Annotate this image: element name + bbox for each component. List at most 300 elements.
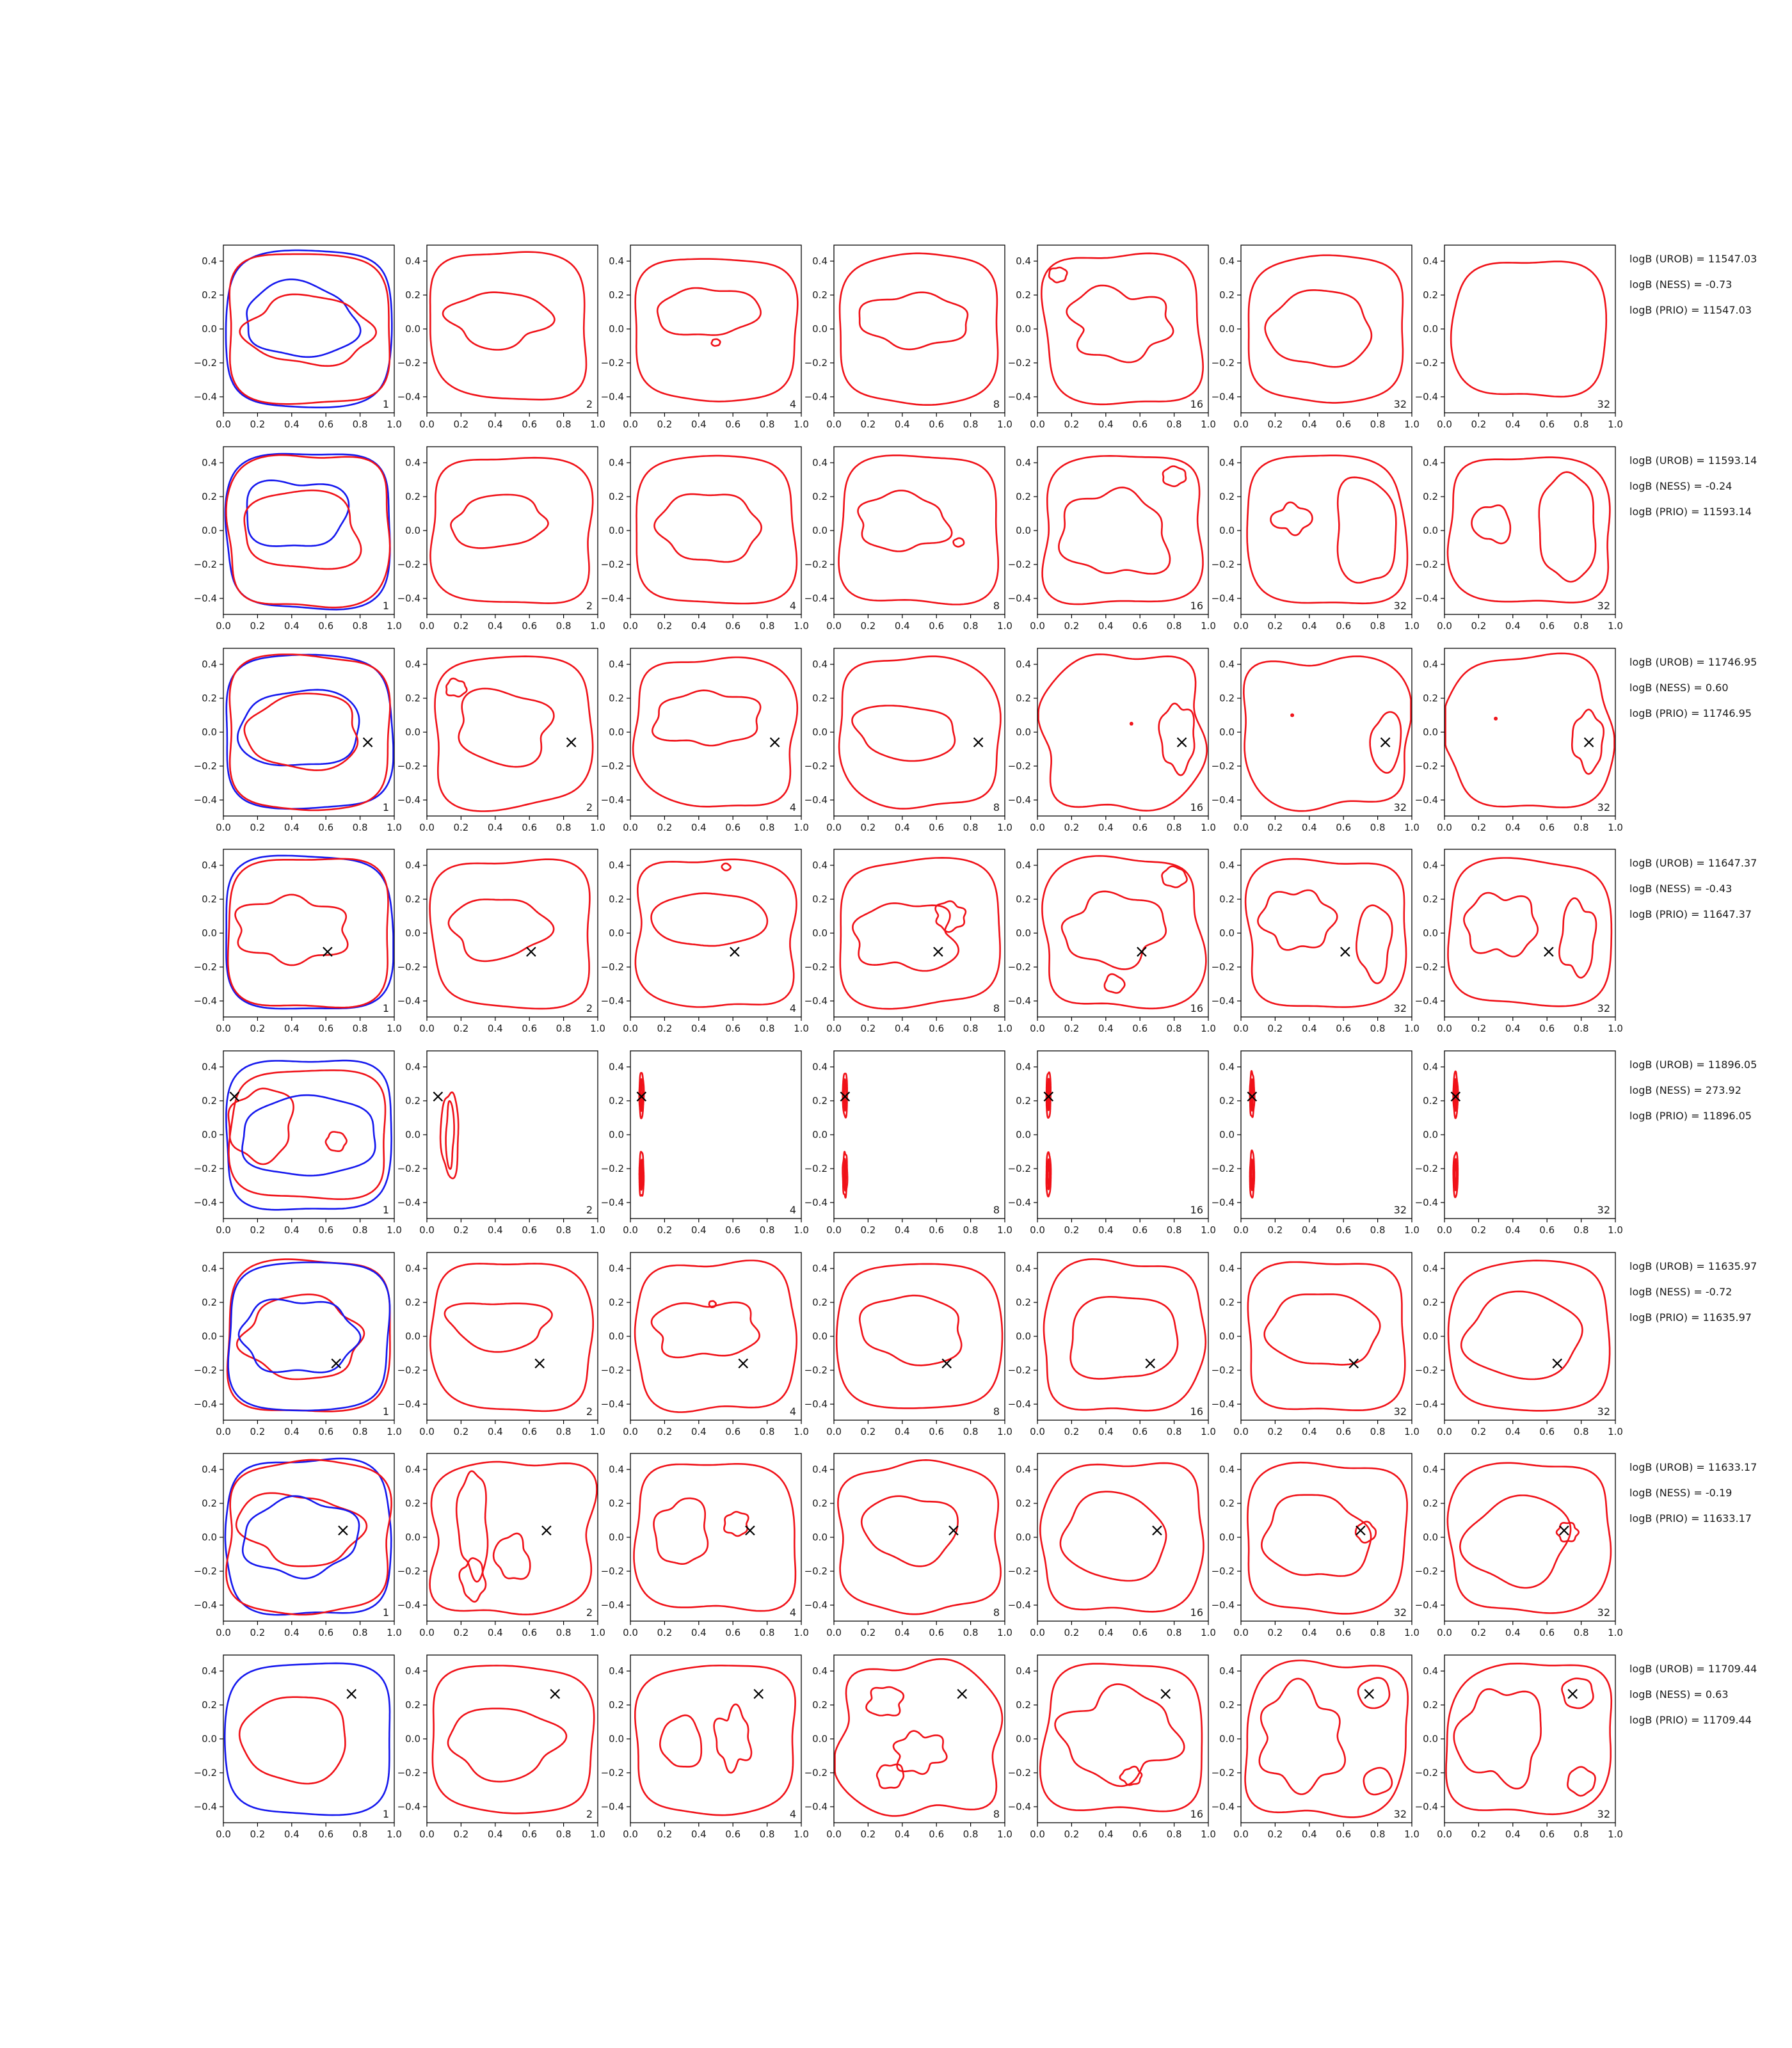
y-tick-label: −0.2 xyxy=(600,1767,624,1779)
y-tick-label: 0.2 xyxy=(202,289,217,301)
y-tick-label: 0.0 xyxy=(1016,323,1031,335)
x-tick-label: 0.0 xyxy=(1437,822,1452,833)
x-tick-label: 0.0 xyxy=(826,822,842,833)
y-tick-label: −0.2 xyxy=(600,357,624,369)
x-tick-label: 0.4 xyxy=(894,1627,910,1638)
x-tick-label: 0.8 xyxy=(352,1828,368,1840)
subplot-r3c5 xyxy=(1007,648,1247,842)
y-tick-label: 0.2 xyxy=(1016,692,1031,704)
y-tick-label: 0.4 xyxy=(202,1464,217,1475)
y-tick-label: 0.0 xyxy=(1219,1129,1235,1140)
x-tick-label: 0.4 xyxy=(487,419,503,430)
contour-red xyxy=(860,292,968,349)
y-tick-label: 0.4 xyxy=(1219,860,1235,871)
x-tick-label: 0.2 xyxy=(1267,1023,1283,1034)
x-tick-label: 1.0 xyxy=(794,620,809,632)
x-tick-label: 1.0 xyxy=(387,1426,402,1437)
x-tick-label: 0.0 xyxy=(1437,620,1452,632)
axes-frame xyxy=(834,245,1005,413)
x-tick-label: 1.0 xyxy=(997,419,1012,430)
axes-frame xyxy=(427,1655,598,1823)
x-tick-label: 0.4 xyxy=(691,1426,707,1437)
x-tick-label: 0.6 xyxy=(522,419,538,430)
y-tick-label: −0.2 xyxy=(193,1163,217,1174)
y-tick-label: −0.2 xyxy=(1211,559,1235,570)
y-tick-label: 0.2 xyxy=(1016,893,1031,905)
contour-red xyxy=(227,1260,390,1412)
subplot-r2c5 xyxy=(1007,447,1247,640)
x-tick-label: 0.8 xyxy=(759,1627,775,1638)
subplot-r1c3 xyxy=(600,245,840,438)
panel-corner-label: 2 xyxy=(586,1204,593,1216)
x-tick-label: 1.0 xyxy=(997,1426,1012,1437)
y-tick-label: 0.0 xyxy=(609,525,624,536)
contour-red xyxy=(228,859,388,1007)
panel-corner-label: 2 xyxy=(586,1002,593,1014)
x-marker xyxy=(364,738,372,747)
y-tick-label: −0.2 xyxy=(804,1565,828,1577)
panel-corner-label: 2 xyxy=(586,600,593,612)
x-tick-label: 0.8 xyxy=(556,1426,572,1437)
x-tick-label: 0.4 xyxy=(1301,1426,1317,1437)
x-tick-label: 0.4 xyxy=(894,419,910,430)
x-tick-label: 0.2 xyxy=(250,822,266,833)
y-tick-label: −0.2 xyxy=(1414,1565,1438,1577)
panel-corner-label: 32 xyxy=(1597,801,1610,813)
panel-corner-label: 2 xyxy=(586,1808,593,1820)
y-tick-label: 0.4 xyxy=(609,860,624,871)
panel-corner-label: 4 xyxy=(789,1204,796,1216)
axes-frame xyxy=(834,1655,1005,1823)
subplot-r2c1 xyxy=(193,447,433,640)
axes-frame xyxy=(834,1453,1005,1621)
x-tick-label: 0.6 xyxy=(1539,1224,1555,1236)
x-tick-label: 0.2 xyxy=(657,620,673,632)
y-tick-label: 0.0 xyxy=(1219,525,1235,536)
contour-blue xyxy=(247,481,349,547)
contour-red xyxy=(641,1160,643,1190)
x-tick-label: 0.0 xyxy=(1233,822,1249,833)
y-tick-label: −0.2 xyxy=(804,760,828,772)
y-tick-label: 0.2 xyxy=(1423,1297,1438,1308)
x-tick-label: 0.8 xyxy=(352,1627,368,1638)
x-tick-label: 1.0 xyxy=(387,620,402,632)
x-tick-label: 0.2 xyxy=(657,1023,673,1034)
x-tick-label: 0.6 xyxy=(318,822,334,833)
x-tick-label: 0.2 xyxy=(860,1426,876,1437)
x-tick-label: 0.0 xyxy=(1437,1828,1452,1840)
x-tick-label: 0.8 xyxy=(352,419,368,430)
contour-red xyxy=(657,288,760,335)
x-tick-label: 1.0 xyxy=(590,1224,605,1236)
y-tick-label: 0.2 xyxy=(202,893,217,905)
subplot-r8c1 xyxy=(193,1655,433,1848)
x-tick-label: 1.0 xyxy=(794,822,809,833)
y-tick-label: −0.4 xyxy=(1211,1197,1235,1208)
axes-frame xyxy=(630,849,801,1017)
y-tick-label: 0.2 xyxy=(1219,491,1235,502)
y-tick-label: −0.2 xyxy=(397,961,420,973)
contour-red xyxy=(240,294,376,366)
x-tick-label: 0.2 xyxy=(1267,1426,1283,1437)
contour-red xyxy=(1251,1160,1253,1190)
x-tick-label: 1.0 xyxy=(794,1828,809,1840)
x-tick-label: 0.8 xyxy=(1370,1426,1386,1437)
y-tick-label: 0.0 xyxy=(812,1532,828,1543)
contour-red xyxy=(654,1498,708,1564)
contour-blue xyxy=(226,250,392,408)
contour-red xyxy=(1040,1463,1203,1612)
y-tick-label: 0.2 xyxy=(609,1498,624,1509)
contour-red xyxy=(844,1159,846,1191)
y-tick-label: −0.4 xyxy=(1007,391,1031,403)
x-tick-label: 0.6 xyxy=(1132,1627,1148,1638)
y-tick-label: −0.4 xyxy=(397,1398,420,1410)
x-tick-label: 0.4 xyxy=(691,1224,707,1236)
x-tick-label: 0.8 xyxy=(759,1426,775,1437)
y-tick-label: −0.4 xyxy=(1211,1599,1235,1611)
y-tick-label: 0.0 xyxy=(1016,927,1031,939)
x-tick-label: 0.8 xyxy=(759,1828,775,1840)
y-tick-label: 0.2 xyxy=(1016,1095,1031,1107)
contour-red xyxy=(244,694,358,771)
contour-red xyxy=(840,253,998,405)
axes-frame xyxy=(1444,849,1615,1017)
subplot-r4c4 xyxy=(804,849,1043,1043)
contour-red xyxy=(1338,477,1396,583)
y-tick-label: 0.4 xyxy=(609,255,624,267)
contour-red xyxy=(1247,456,1407,604)
x-tick-label: 1.0 xyxy=(1404,1627,1420,1638)
y-tick-label: 0.2 xyxy=(1423,1095,1438,1107)
y-tick-label: −0.4 xyxy=(1414,391,1438,403)
y-tick-label: 0.0 xyxy=(405,726,420,738)
y-tick-label: −0.2 xyxy=(193,1364,217,1376)
y-tick-label: 0.4 xyxy=(1016,1061,1031,1073)
x-tick-label: 0.8 xyxy=(1166,1828,1182,1840)
subplot-r4c3 xyxy=(600,849,840,1043)
axes-frame xyxy=(223,648,394,816)
panel-corner-label: 2 xyxy=(586,1606,593,1619)
y-tick-label: 0.0 xyxy=(609,1733,624,1745)
y-tick-label: 0.0 xyxy=(1423,1331,1438,1342)
x-tick-label: 0.4 xyxy=(284,1627,300,1638)
annotation-logb-urob-row3: logB (UROB) = 11746.95 xyxy=(1629,656,1757,668)
y-tick-label: −0.4 xyxy=(193,593,217,604)
x-tick-label: 0.2 xyxy=(1267,1828,1283,1840)
x-tick-label: 0.0 xyxy=(826,1224,842,1236)
x-tick-label: 0.4 xyxy=(284,620,300,632)
y-tick-label: 0.2 xyxy=(202,692,217,704)
y-tick-label: 0.2 xyxy=(405,1498,420,1509)
x-tick-label: 1.0 xyxy=(997,620,1012,632)
y-tick-label: −0.4 xyxy=(193,794,217,806)
subplot-r7c3 xyxy=(600,1453,840,1647)
x-tick-label: 0.0 xyxy=(1233,1426,1249,1437)
x-tick-label: 0.8 xyxy=(1573,822,1589,833)
contour-red xyxy=(836,1264,1002,1408)
y-tick-label: −0.4 xyxy=(804,1398,828,1410)
x-tick-label: 1.0 xyxy=(387,822,402,833)
x-tick-label: 0.6 xyxy=(929,1627,945,1638)
x-tick-label: 0.8 xyxy=(963,1627,979,1638)
contour-red xyxy=(1451,262,1606,397)
x-tick-label: 0.8 xyxy=(556,1627,572,1638)
x-tick-label: 1.0 xyxy=(387,1828,402,1840)
y-tick-label: −0.4 xyxy=(1414,1599,1438,1611)
contour-red xyxy=(236,1493,367,1566)
x-tick-label: 1.0 xyxy=(387,419,402,430)
x-tick-label: 1.0 xyxy=(1404,822,1420,833)
x-marker xyxy=(957,1690,966,1699)
x-tick-label: 0.4 xyxy=(1505,620,1521,632)
y-tick-label: 0.0 xyxy=(812,1331,828,1342)
y-tick-label: −0.4 xyxy=(804,1599,828,1611)
y-tick-label: 0.4 xyxy=(202,860,217,871)
x-tick-label: 0.0 xyxy=(216,822,231,833)
y-tick-label: −0.4 xyxy=(600,1398,624,1410)
subplot-r3c1 xyxy=(193,648,433,842)
panel-corner-label: 4 xyxy=(789,398,796,410)
x-tick-label: 1.0 xyxy=(1608,1426,1623,1437)
subplot-r4c5 xyxy=(1007,849,1247,1043)
y-tick-label: −0.2 xyxy=(1007,357,1031,369)
x-tick-label: 0.6 xyxy=(929,1828,945,1840)
x-tick-label: 1.0 xyxy=(997,1627,1012,1638)
x-tick-label: 0.2 xyxy=(860,1023,876,1034)
y-tick-label: −0.2 xyxy=(600,1163,624,1174)
y-tick-label: −0.4 xyxy=(397,1599,420,1611)
x-marker xyxy=(1356,1526,1365,1535)
contour-red xyxy=(1567,1767,1595,1796)
y-tick-label: 0.0 xyxy=(609,1129,624,1140)
subplot-r1c1 xyxy=(193,245,433,438)
contour-red xyxy=(1039,654,1207,810)
axes-frame xyxy=(427,1252,598,1420)
x-tick-label: 0.8 xyxy=(1573,419,1589,430)
contour-blue xyxy=(228,1263,390,1411)
subplot-r2c6 xyxy=(1211,447,1450,640)
x-tick-label: 1.0 xyxy=(1608,1224,1623,1236)
x-tick-label: 0.4 xyxy=(894,1023,910,1034)
y-tick-label: −0.2 xyxy=(397,1565,420,1577)
x-tick-label: 0.4 xyxy=(487,620,503,632)
y-tick-label: 0.0 xyxy=(1423,323,1438,335)
x-tick-label: 0.2 xyxy=(250,1426,266,1437)
x-tick-label: 0.0 xyxy=(623,1828,638,1840)
y-tick-label: 0.0 xyxy=(202,1129,217,1140)
y-tick-label: 0.2 xyxy=(1423,289,1438,301)
y-tick-label: −0.4 xyxy=(1414,593,1438,604)
x-tick-label: 0.0 xyxy=(216,1627,231,1638)
contour-red xyxy=(1464,893,1537,957)
contour-red xyxy=(244,490,361,569)
x-tick-label: 0.2 xyxy=(250,1023,266,1034)
x-tick-label: 0.8 xyxy=(556,1828,572,1840)
x-marker xyxy=(1553,1359,1562,1368)
y-tick-label: 0.4 xyxy=(1219,659,1235,670)
x-tick-label: 1.0 xyxy=(590,822,605,833)
panel-corner-label: 4 xyxy=(789,1808,796,1820)
contour-red xyxy=(1460,1496,1571,1588)
x-tick-label: 0.2 xyxy=(1471,1224,1487,1236)
x-marker xyxy=(1161,1690,1170,1699)
y-tick-label: −0.2 xyxy=(1007,1364,1031,1376)
x-tick-label: 0.4 xyxy=(1098,822,1114,833)
x-tick-label: 0.2 xyxy=(453,620,469,632)
x-tick-label: 0.2 xyxy=(250,620,266,632)
x-marker xyxy=(433,1092,442,1101)
contour-red xyxy=(1244,657,1411,812)
x-tick-label: 0.0 xyxy=(1030,620,1045,632)
contour-blue xyxy=(225,1663,390,1815)
subplot-r3c3 xyxy=(600,648,840,842)
x-tick-label: 0.4 xyxy=(487,1224,503,1236)
x-tick-label: 0.2 xyxy=(1267,419,1283,430)
y-tick-label: 0.0 xyxy=(202,1532,217,1543)
axes-frame xyxy=(223,1252,394,1420)
x-tick-label: 0.2 xyxy=(657,1828,673,1840)
subplot-r8c7 xyxy=(1414,1655,1654,1848)
x-marker xyxy=(1381,738,1390,747)
y-tick-label: 0.4 xyxy=(1423,659,1438,670)
contour-red xyxy=(655,494,762,562)
y-tick-label: 0.4 xyxy=(202,1665,217,1677)
y-tick-label: 0.4 xyxy=(202,457,217,468)
x-tick-label: 0.8 xyxy=(1370,822,1386,833)
x-tick-label: 1.0 xyxy=(590,1023,605,1034)
annotation-logb-urob-row7: logB (UROB) = 11633.17 xyxy=(1629,1461,1757,1473)
y-tick-label: 0.4 xyxy=(609,1061,624,1073)
y-tick-label: −0.2 xyxy=(1211,1565,1235,1577)
x-tick-label: 0.2 xyxy=(453,1828,469,1840)
contour-red xyxy=(1448,858,1612,1007)
axes-frame xyxy=(1241,1655,1412,1823)
x-tick-label: 0.2 xyxy=(1064,620,1080,632)
x-tick-label: 1.0 xyxy=(1404,1224,1420,1236)
subplot-r4c1 xyxy=(193,849,433,1043)
annotation-logb-ness-row2: logB (NESS) = -0.24 xyxy=(1629,480,1732,492)
y-tick-label: 0.2 xyxy=(1016,289,1031,301)
y-tick-label: 0.4 xyxy=(202,1263,217,1274)
x-tick-label: 0.6 xyxy=(1539,1828,1555,1840)
y-tick-label: 0.2 xyxy=(1016,1297,1031,1308)
x-tick-label: 0.8 xyxy=(1370,1224,1386,1236)
x-tick-label: 0.8 xyxy=(1573,1426,1589,1437)
y-tick-label: −0.2 xyxy=(804,1163,828,1174)
y-tick-label: 0.2 xyxy=(1219,1297,1235,1308)
y-tick-label: 0.4 xyxy=(812,659,828,670)
y-tick-label: 0.2 xyxy=(812,893,828,905)
x-tick-label: 1.0 xyxy=(1201,1023,1216,1034)
y-tick-label: −0.2 xyxy=(600,559,624,570)
x-tick-label: 0.8 xyxy=(1370,1828,1386,1840)
panel-corner-label: 8 xyxy=(993,1808,1000,1820)
subplot-r6c7 xyxy=(1414,1252,1654,1446)
y-tick-label: −0.2 xyxy=(1414,559,1438,570)
panel-corner-label: 8 xyxy=(993,600,1000,612)
y-tick-label: −0.2 xyxy=(193,559,217,570)
y-tick-label: −0.4 xyxy=(600,794,624,806)
x-tick-label: 0.8 xyxy=(1370,1627,1386,1638)
x-tick-label: 0.6 xyxy=(522,1023,538,1034)
axes-frame xyxy=(223,1453,394,1621)
axes-frame xyxy=(1444,447,1615,614)
contour-red xyxy=(460,1558,486,1602)
x-tick-label: 0.8 xyxy=(963,1426,979,1437)
contour-red xyxy=(852,706,955,762)
subplot-r2c4 xyxy=(804,447,1043,640)
y-tick-label: 0.4 xyxy=(812,1464,828,1475)
y-tick-label: 0.4 xyxy=(812,860,828,871)
x-tick-label: 0.6 xyxy=(1539,419,1555,430)
axes-frame xyxy=(223,849,394,1017)
x-tick-label: 0.6 xyxy=(1336,419,1352,430)
y-tick-label: −0.2 xyxy=(1211,1163,1235,1174)
y-tick-label: 0.4 xyxy=(1219,1665,1235,1677)
y-tick-label: 0.4 xyxy=(609,1464,624,1475)
y-tick-label: 0.2 xyxy=(609,1699,624,1711)
subplot-r6c2 xyxy=(397,1252,636,1446)
contour-red xyxy=(636,259,798,402)
panel-corner-label: 8 xyxy=(993,1204,1000,1216)
y-tick-label: −0.2 xyxy=(397,357,420,369)
subplot-r2c3 xyxy=(600,447,840,640)
annotation-logb-ness-row7: logB (NESS) = -0.19 xyxy=(1629,1487,1732,1499)
y-tick-label: −0.2 xyxy=(804,559,828,570)
y-tick-label: −0.4 xyxy=(1414,1801,1438,1812)
y-tick-label: −0.4 xyxy=(397,1197,420,1208)
axes-frame xyxy=(1444,1252,1615,1420)
y-tick-label: −0.2 xyxy=(1211,961,1235,973)
x-tick-label: 0.2 xyxy=(860,1224,876,1236)
subplot-r8c6 xyxy=(1211,1655,1450,1848)
x-tick-label: 0.0 xyxy=(826,1426,842,1437)
x-tick-label: 0.2 xyxy=(657,1426,673,1437)
y-tick-label: 0.0 xyxy=(609,1532,624,1543)
y-tick-label: −0.2 xyxy=(1414,760,1438,772)
y-tick-label: 0.4 xyxy=(1219,457,1235,468)
x-tick-label: 0.6 xyxy=(725,620,741,632)
axes-frame xyxy=(1241,1051,1412,1219)
y-tick-label: −0.4 xyxy=(397,391,420,403)
x-tick-label: 0.4 xyxy=(1098,1224,1114,1236)
x-tick-label: 0.4 xyxy=(1098,419,1114,430)
x-tick-label: 0.4 xyxy=(1301,1224,1317,1236)
y-tick-label: −0.4 xyxy=(600,593,624,604)
contour-red xyxy=(1060,1492,1166,1581)
y-tick-label: −0.4 xyxy=(193,995,217,1007)
x-marker xyxy=(1146,1359,1155,1368)
x-tick-label: 0.8 xyxy=(963,1828,979,1840)
x-marker xyxy=(1364,1690,1373,1699)
y-tick-label: 0.0 xyxy=(1016,1129,1031,1140)
annotation-logb-urob-row6: logB (UROB) = 11635.97 xyxy=(1629,1260,1757,1272)
subplot-r1c4 xyxy=(804,245,1043,438)
y-tick-label: 0.0 xyxy=(1219,726,1235,738)
x-tick-label: 0.0 xyxy=(1030,1224,1045,1236)
x-tick-label: 0.4 xyxy=(487,1023,503,1034)
x-tick-label: 0.2 xyxy=(1471,822,1487,833)
y-tick-label: 0.4 xyxy=(202,255,217,267)
annotation-logb-ness-row8: logB (NESS) = 0.63 xyxy=(1629,1688,1729,1700)
x-tick-label: 0.0 xyxy=(623,1627,638,1638)
y-tick-label: −0.2 xyxy=(600,961,624,973)
y-tick-label: 0.0 xyxy=(1016,1532,1031,1543)
y-tick-label: −0.2 xyxy=(193,1565,217,1577)
y-tick-label: 0.4 xyxy=(405,1665,420,1677)
contour-red xyxy=(1358,1678,1389,1708)
